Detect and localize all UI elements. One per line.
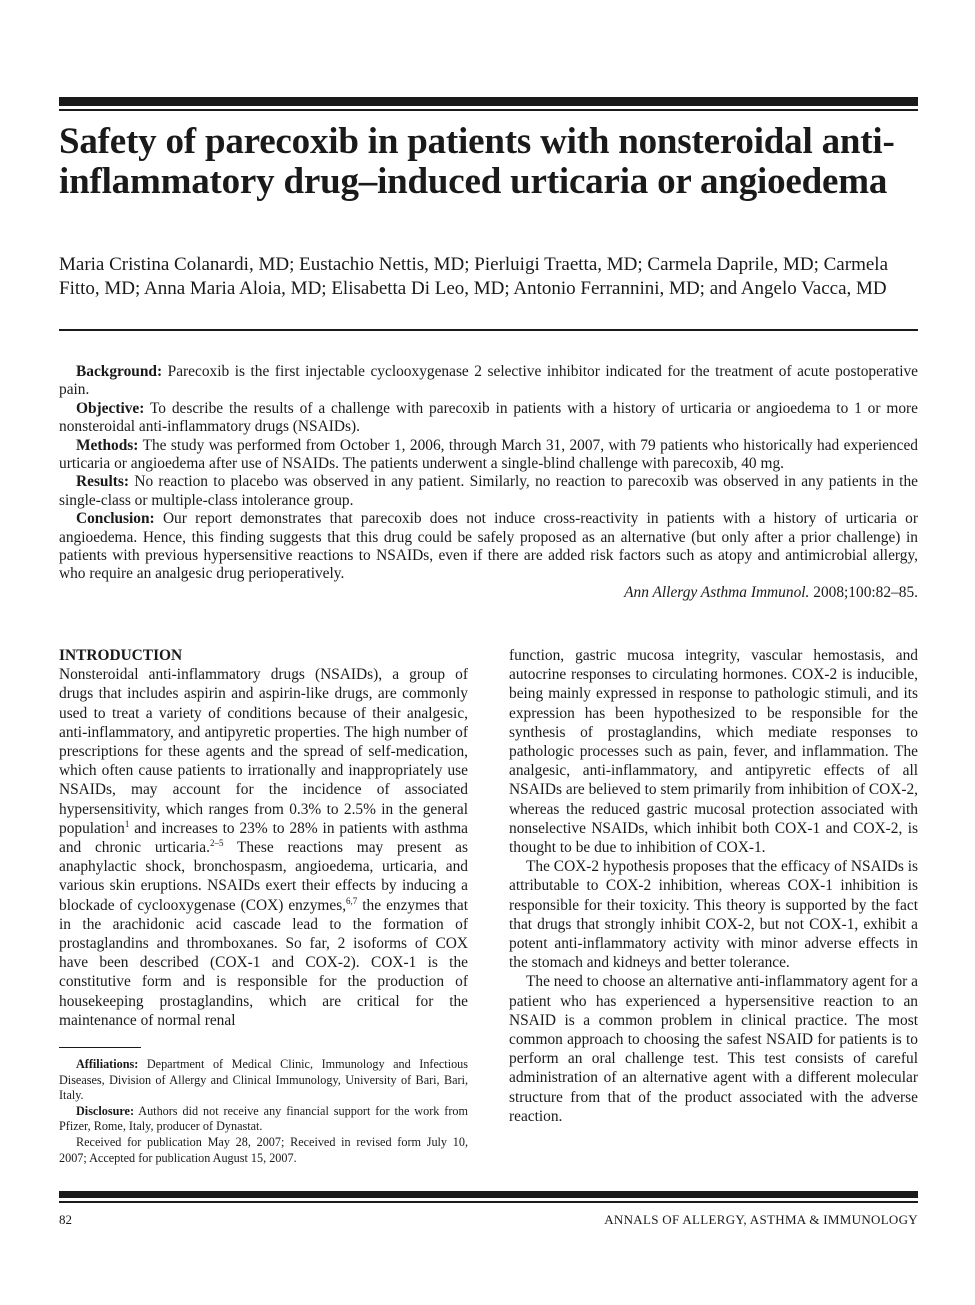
abstract-divider	[59, 329, 918, 331]
citation-superscript: 1	[124, 818, 130, 829]
abstract-objective	[59, 400, 918, 437]
affiliations-note	[59, 1057, 468, 1104]
conclusion-text: Our report demonstrates that parecoxib does not induce cross-reactivity in patients with a history of urticaria or angioedema. Hence, this finding suggests that this drug could be safely proposed as an alternative (but only after a prior challenge) in patients with previous hypersensitive reactions to NSAIDs, even if there are added risk factors such as atopy and antimicrobial allergy, who require an analgesic drug perioperatively.	[59, 510, 918, 583]
affiliations-label: Affiliations:	[76, 1057, 139, 1071]
results-text: No reaction to placebo was observed in any patient. Similarly, no reaction to parecoxib was observed in any patients in the single-class or multiple-class intolerance group.	[59, 473, 918, 509]
article-title: Safety of parecoxib in patients with nonsteroidal anti-inflammatory drug–induced urticaria or angioedema	[59, 121, 895, 202]
page-number: 82	[59, 1212, 72, 1227]
bottom-rule-thick	[59, 1191, 918, 1198]
abstract-methods	[59, 437, 918, 474]
conclusion-label: Conclusion:	[76, 510, 155, 528]
citation-superscript: 6,7	[346, 895, 358, 906]
journal-name: ANNALS OF ALLERGY, ASTHMA & IMMUNOLOGY	[604, 1212, 918, 1227]
abstract-results	[59, 473, 918, 510]
background-text: Parecoxib is the first injectable cyclooxygenase 2 selective inhibitor indicated for the treatment of acute postoperative pain.	[59, 363, 918, 399]
top-rule-thin	[59, 109, 918, 111]
citation-superscript: 2–5	[209, 837, 224, 848]
intro-p1-part-b: and increases to 23% to 28% in patients with asthma and chronic urticaria.	[59, 819, 468, 857]
intro-paragraph-1	[59, 665, 468, 1030]
citation-ref: 2008;100:82–85.	[813, 583, 918, 601]
disclosure-label: Disclosure:	[76, 1103, 134, 1118]
intro-paragraph-2: The COX-2 hypothesis proposes that the efficacy of NSAIDs is attributable to COX-2 inhibition, whereas COX-1 inhibition is responsible for their toxicity. This theory is supported by the fact that drugs that strongly inhibit COX-2, but not COX-1, exhibit a potent anti-inflammatory activity with minor adverse effects in the stomach and kidneys and better tolerance.	[509, 858, 918, 972]
disclosure-text: Authors did not receive any financial support for the work from Pfizer, Rome, Italy, producer of Dynastat.	[59, 1103, 468, 1134]
footnote-divider	[59, 1047, 141, 1048]
intro-p1-part-d: the enzymes that in the arachidonic acid cascade lead to the formation of prostaglandins and thromboxanes. So far, 2 isoforms of COX have been described (COX-1 and COX-2). COX-1 is the constitutive form and is responsible for the production of housekeeping prostaglandins, which are critical for the maintenance of normal renal	[59, 896, 468, 1029]
objective-label: Objective:	[76, 399, 145, 417]
objective-text: To describe the results of a challenge with parecoxib in patients with a history of urticaria or angioedema to 1 or more nonsteroidal anti-inflammatory drugs (NSAIDs).	[59, 399, 918, 436]
abstract-conclusion	[59, 510, 918, 584]
left-column	[59, 646, 468, 1030]
footnotes	[59, 1057, 468, 1166]
intro-p1-part-a: Nonsteroidal anti-inflammatory drugs (NSAIDs), a group of drugs that includes aspirin and aspirin-like drugs, are commonly used to treat a variety of conditions because of their analgesic, anti-inflammatory, and antipyretic properties. The high number of prescriptions for these agents and the spread of self-medication, which often cause patients to irrationally and inappropriately use NSAIDs, may account for the incidence of associated hypersensitivity, which ranges from 0.3% to 2.5% in the general population	[59, 666, 468, 837]
methods-label: Methods:	[76, 436, 139, 454]
received-note: Received for publication May 28, 2007; Received in revised form July 10, 2007; Accepted for publication August 15, 2007.	[59, 1134, 468, 1165]
background-label: Background:	[76, 363, 163, 380]
right-column	[509, 646, 918, 1126]
methods-text: The study was performed from October 1, 2006, through March 31, 2007, with 79 patients who historically had experienced urticaria or angioedema after use of NSAIDs. The patients underwent a single-blind challenge with parecoxib, 40 mg.	[59, 436, 918, 473]
intro-p1-part-c: These reactions may present as anaphylactic shock, bronchospasm, angioedema, urticaria, and various skin eruptions. NSAIDs exert their effects by inducing a blockade of cyclooxygenase (COX) enzymes,	[59, 839, 468, 914]
abstract	[59, 363, 918, 602]
intro-paragraph-1-continued: function, gastric mucosa integrity, vascular hemostasis, and autocrine responses to circulating hormones. COX-2 is inducible, being mainly expressed in response to pathologic stimuli, and its expression has been hypothesized to be responsible for the synthesis of prostaglandins, which mediate responses to pathologic processes such as pain, fever, and inflammation. The analgesic, anti-inflammatory, and antipyretic effects of all NSAIDs are believed to stem primarily from inhibition of COX-2, whereas the reduced gastric mucosal protection associated with nonselective NSAIDs, which inhibit both COX-1 and COX-2, is thought to be due to inhibition of COX-1.	[509, 647, 918, 857]
author-list: Maria Cristina Colanardi, MD; Eustachio Nettis, MD; Pierluigi Traetta, MD; Carmela Daprile, MD; Carmela Fitto, MD; Anna Maria Aloia, MD; Elisabetta Di Leo, MD; Antonio Ferrannini, MD; and Angelo Vacca, MD	[59, 254, 888, 299]
intro-heading: INTRODUCTION	[59, 647, 183, 664]
results-label: Results:	[76, 473, 130, 491]
abstract-background	[59, 363, 918, 400]
affiliations-text: Department of Medical Clinic, Immunology and Infectious Diseases, Division of Allergy and Clinical Immunology, University of Bari, Bari, Italy.	[59, 1057, 469, 1103]
bottom-rule-thin	[59, 1201, 918, 1203]
citation	[59, 584, 918, 602]
citation-journal: Ann Allergy Asthma Immunol.	[624, 583, 810, 601]
disclosure-note	[59, 1104, 468, 1135]
top-rule-thick	[59, 97, 918, 106]
intro-paragraph-3: The need to choose an alternative anti-inflammatory agent for a patient who has experienced a hypersensitive reaction to an NSAID is a common problem in clinical practice. The most common approach to choosing the safest NSAID for patients is to perform an oral challenge test. This test consists of careful administration of an alternative agent with a different molecular structure from that of the product associated with the adverse reaction.	[509, 973, 918, 1125]
